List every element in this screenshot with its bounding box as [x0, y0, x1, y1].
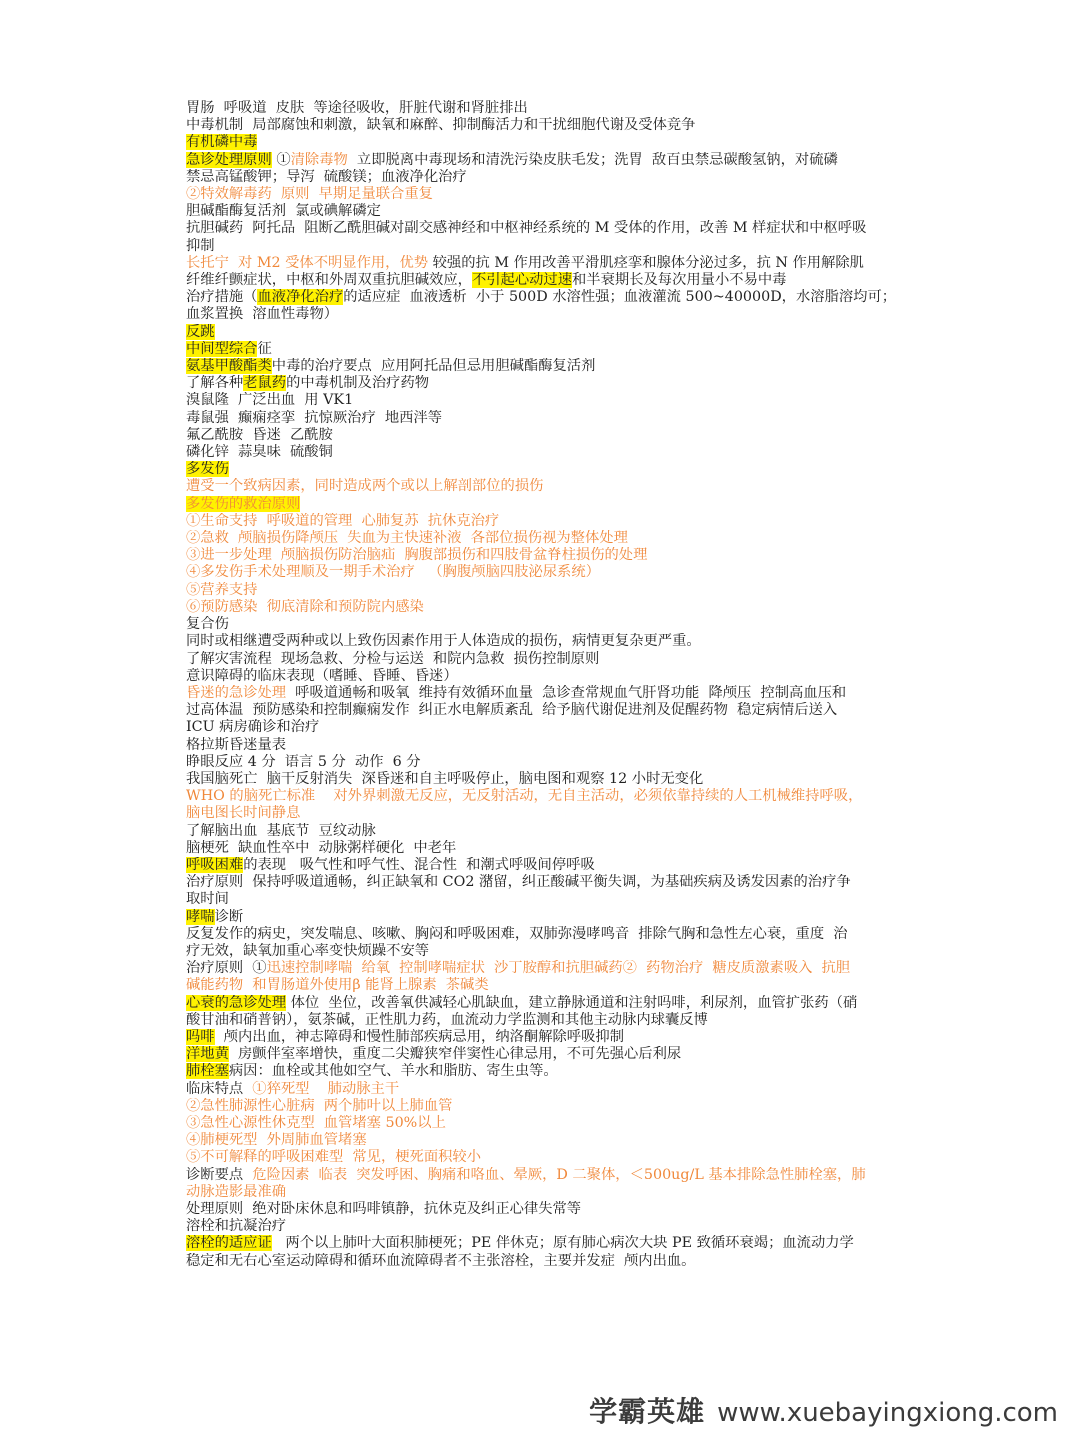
text-line [186, 392, 898, 409]
text-line [186, 977, 898, 994]
text-line [186, 960, 898, 977]
text-line [186, 547, 898, 564]
highlighted-text: 老鼠药 [243, 375, 287, 392]
text-segment: 抑制 [186, 237, 215, 254]
text-line [186, 564, 898, 581]
text-line [186, 719, 898, 736]
text-segment: 中毒的治疗要点 应用阿托品但忌用胆碱酯酶复活剂 [271, 358, 596, 375]
text-segment: 的中毒机制及治疗药物 [286, 375, 430, 392]
text-line [186, 685, 898, 702]
text-line [186, 100, 898, 117]
text-line [186, 306, 898, 323]
text-line [186, 943, 898, 960]
text-segment: 病因：血栓或其他如空气、羊水和脂肪、寄生虫等。 [228, 1063, 558, 1080]
text-line [186, 169, 898, 186]
orange-text: 碱能药物 和胃肠道外使用β 能肾上腺素 茶碱类 [186, 977, 489, 994]
text-line [186, 272, 898, 289]
text-segment: 酸甘油和硝普钠），氨茶碱，正性肌力药，血流动力学监测和其他主动脉内球囊反博 [186, 1011, 708, 1028]
text-line [186, 840, 898, 857]
text-segment: 脑梗死 缺血性卒中 动脉粥样硬化 中老年 [186, 839, 457, 856]
text-line [186, 633, 898, 650]
highlighted-text: 呼吸困难 [186, 856, 244, 873]
text-line [186, 238, 898, 255]
text-segment: 诊断要点 [186, 1166, 253, 1183]
text-segment: 毒鼠强 癫痫痉挛 抗惊厥治疗 地西泮等 [186, 409, 443, 426]
orange-text: 动脉造影最准确 [186, 1183, 287, 1200]
highlighted-text: 多发伤的救治原则 [186, 495, 301, 512]
highlighted-text: 血液净化治疗 [257, 289, 344, 306]
text-line [186, 737, 898, 754]
orange-text: ④多发伤手术处理顺及一期手术治疗 （胸腹颅脑四肢泌尿系统） [186, 564, 600, 581]
text-line [186, 702, 898, 719]
orange-text: 脑电图长时间静息 [186, 805, 301, 822]
text-line [186, 1063, 898, 1080]
text-line [186, 1046, 898, 1063]
text-segment: 了解脑出血 基底节 豆纹动脉 [186, 822, 376, 839]
text-line [186, 1098, 898, 1115]
text-line [186, 891, 898, 908]
text-segment: 临床特点 [186, 1080, 253, 1097]
highlighted-text: 洋地黄 [186, 1046, 229, 1063]
text-segment: 治疗原则 保持呼吸道通畅，纠正缺氧和 CO2 潴留，纠正酸碱平衡失调，为基础疾病及诱发因素的治疗争 [186, 874, 851, 891]
text-line [186, 1081, 898, 1098]
text-segment: 的适应症 血液透析 小于 500D 水溶性强；血液灌流 500~40000D，水溶脂溶均可； [343, 289, 897, 306]
text-line [186, 375, 898, 392]
text-line [186, 1029, 898, 1046]
text-line [186, 616, 898, 633]
text-line [186, 668, 898, 685]
text-segment: 禁忌高锰酸钾；导泻 硫酸镁；血液净化治疗 [186, 168, 467, 185]
text-segment: 颅内出血，神志障碍和慢性肺部疾病忌用，纳洛酮解除呼吸抑制 [214, 1028, 624, 1045]
text-line [186, 478, 898, 495]
highlighted-text: 反跳 [186, 323, 215, 340]
text-line [186, 255, 898, 272]
text-line [186, 220, 898, 237]
text-segment: 胃肠 呼吸道 皮肤 等途径吸收，肝脏代谢和肾脏排出 [186, 100, 528, 116]
text-segment: 溴鼠隆 广泛出血 用 VK1 [186, 392, 354, 409]
text-line [186, 1132, 898, 1149]
text-segment: 溶栓和抗凝治疗 [186, 1218, 287, 1235]
text-line [186, 1218, 898, 1235]
text-line [186, 874, 898, 891]
orange-text: ③急性心源性休克型 血管堵塞 50%以上 [186, 1114, 446, 1131]
orange-text: ⑥预防感染 彻底清除和预防院内感染 [186, 598, 424, 615]
text-line [186, 530, 898, 547]
orange-text: ②急性肺源性心脏病 两个肺叶以上肺血管 [186, 1097, 453, 1114]
highlighted-text: 氨基甲酸酯类 [186, 358, 272, 375]
text-line [186, 909, 898, 926]
orange-text: 迅速控制哮喘 给氧 控制哮喘症状 沙丁胺醇和抗胆碱药② 药物治疗 糖皮质激素吸入 抗胆 [266, 960, 851, 977]
text-line [186, 289, 898, 306]
text-segment: 反复发作的病史，突发喘息、咳嗽、胸闷和呼吸困难，双肺弥漫哮鸣音 排除气胸和急性左心衰，重度 治 [186, 925, 848, 942]
orange-text: ②特效解毒药 原则 早期足量联合重复 [186, 186, 433, 203]
text-segment: 抗胆碱药 阿托品 阻断乙酰胆碱对副交感神经和中枢神经系统的 M 受体的作用，改善 M 样症状和中枢呼吸 [186, 220, 867, 237]
text-segment: 稳定和无右心室运动障碍和循环血流障碍者不主张溶栓，主要并发症 颅内出血。 [186, 1252, 696, 1269]
text-segment: 睁眼反应 4 分 语言 5 分 动作 6 分 [186, 753, 421, 770]
text-segment: 同时或相继遭受两种或以上致伤因素作用于人体造成的损伤，病情更复杂更严重。 [186, 633, 701, 650]
text-line [186, 1167, 898, 1184]
text-segment: 处理原则 绝对卧床休息和吗啡镇静，抗休克及纠正心律失常等 [186, 1201, 582, 1217]
text-segment: 过高体温 预防感染和控制癫痫发作 纠正水电解质紊乱 给予脑代谢促进剂及促醒药物 稳定病情后送入 [186, 702, 838, 719]
text-segment: 两个以上肺叶大面积肺梗死；PE 伴休克；原有肺心病次大块 PE 致循环衰竭；血流动力学 [271, 1235, 854, 1252]
orange-text: 昏迷的急诊处理 [186, 684, 287, 701]
text-line [186, 599, 898, 616]
text-line [186, 995, 898, 1012]
text-segment: 磷化锌 蒜臭味 硫酸铜 [186, 444, 333, 461]
text-line [186, 771, 898, 788]
text-segment: 体位 坐位，改善氧供减轻心肌缺血，建立静脉通道和注射吗啡，利尿剂，血管扩张药（硝 [286, 994, 858, 1011]
footer-brand: 学霸英雄 [589, 1395, 706, 1428]
text-segment: 取时间 [186, 891, 229, 908]
highlighted-text: 心衰的急诊处理 [186, 994, 287, 1011]
text-line [186, 427, 898, 444]
orange-text: ①猝死型 肺动脉主干 [252, 1080, 400, 1097]
orange-text: ⑤不可解释的呼吸困难型 常见，梗死面积较小 [186, 1149, 482, 1166]
text-line [186, 1149, 898, 1166]
text-line [186, 358, 898, 375]
text-line [186, 341, 898, 358]
text-segment: 诊断 [214, 908, 244, 925]
text-line [186, 1012, 898, 1029]
text-line [186, 410, 898, 427]
text-segment: 了解各种 [186, 375, 244, 392]
text-line [186, 496, 898, 513]
text-segment: 房颤伴室率增快，重度二尖瓣狭窄伴窦性心律忌用，不可先强心后利尿 [228, 1046, 682, 1063]
orange-text: ④肺梗死型 外周肺血管堵塞 [186, 1132, 367, 1149]
text-line [186, 117, 898, 134]
text-line [186, 1184, 898, 1201]
text-segment: 的表现 吸气性和呼气性、混合性 和潮式呼吸间停呼吸 [243, 856, 595, 873]
text-segment: 呼吸道通畅和吸氧 维持有效循环血量 急诊查常规血气肝肾功能 降颅压 控制高血压和 [286, 684, 847, 701]
text-segment: ① [271, 151, 291, 168]
text-segment: 血浆置换 溶血性毒物） [186, 306, 339, 323]
text-line [186, 1253, 898, 1270]
text-segment: 和半衰期长及每次用量小不易中毒 [572, 272, 787, 289]
text-line [186, 1115, 898, 1132]
text-segment: 我国脑死亡 脑干反射消失 深昏迷和自主呼吸停止，脑电图和观察 12 小时无变化 [186, 770, 704, 787]
text-line [186, 651, 898, 668]
footer-url: www.xuebayingxiong.com [717, 1398, 1058, 1428]
orange-text: ①生命支持 呼吸道的管理 心肺复苏 抗休克治疗 [186, 512, 500, 529]
text-segment: 立即脱离中毒现场和清洗污染皮肤毛发；洗胃 敌百虫禁忌碳酸氢钠，对硫磷 [347, 151, 838, 168]
text-line [186, 513, 898, 530]
text-segment: 较强的抗 M 作用改善平滑肌痉挛和腺体分泌过多，抗 N 作用解除肌 [428, 254, 864, 271]
text-line [186, 461, 898, 478]
text-line [186, 444, 898, 461]
text-line [186, 788, 898, 805]
text-line [186, 1201, 898, 1218]
text-segment: ICU 病房确诊和治疗 [186, 719, 320, 736]
highlighted-text: 肺栓塞 [186, 1063, 229, 1080]
highlighted-text: 急诊处理原则 [186, 151, 272, 168]
orange-text: WHO 的脑死亡标准 对外界刺激无反应，无反射活动，无自主活动，必须依靠持续的人工机械维持呼吸， [186, 788, 863, 805]
orange-text: 遭受一个致病因素，同时造成两个或以上解剖部位的损伤 [186, 478, 544, 495]
orange-text: ②急救 颅脑损伤降颅压 失血为主快速补液 各部位损伤视为整体处理 [186, 530, 628, 547]
highlighted-text: 溶栓的适应证 [186, 1235, 272, 1252]
text-segment: 了解灾害流程 现场急救、分检与运送 和院内急救 损伤控制原则 [186, 650, 600, 667]
text-segment: 纤维纤颤症状，中枢和外周双重抗胆碱效应， [186, 272, 472, 289]
text-segment: 征 [257, 340, 272, 357]
highlighted-text: 中间型综合 [186, 340, 258, 357]
text-line [186, 324, 898, 341]
orange-text: 清除毒物 [290, 151, 348, 168]
orange-text: 长托宁 对 M2 受体不明显作用，优势 [186, 254, 429, 271]
text-segment: 氟乙酰胺 昏迷 乙酰胺 [186, 426, 333, 443]
text-line [186, 857, 898, 874]
text-line [186, 754, 898, 771]
text-line [186, 134, 898, 151]
text-line [186, 186, 898, 203]
orange-text: ⑤营养支持 [186, 581, 258, 598]
text-segment: 中毒机制 局部腐蚀和刺激，缺氧和麻醉、抑制酶活力和干扰细胞代谢及受体竞争 [186, 117, 696, 134]
highlighted-text: 吗啡 [186, 1028, 215, 1045]
text-segment: 疗无效，缺氧加重心率变快烦躁不安等 [186, 942, 430, 959]
text-segment: 胆碱酯酶复活剂 氯或碘解磷定 [186, 203, 381, 220]
text-line [186, 823, 898, 840]
text-segment: 格拉斯昏迷量表 [186, 736, 287, 753]
text-line [186, 203, 898, 220]
text-segment: 意识障碍的临床表现（嗜睡、昏睡、昏迷） [186, 667, 458, 684]
text-segment: 治疗措施（ [186, 289, 258, 306]
highlighted-text: 多发伤 [186, 461, 229, 478]
highlighted-text: 不引起心动过速 [471, 272, 573, 289]
highlighted-text: 有机磷中毒 [186, 134, 258, 151]
text-line [186, 582, 898, 599]
text-line [186, 805, 898, 822]
text-line [186, 152, 898, 169]
text-segment: 复合伤 [186, 616, 229, 633]
highlighted-text: 哮喘 [186, 908, 215, 925]
text-line [186, 1235, 898, 1252]
document-body [186, 100, 898, 1270]
orange-text: 危险因素 临表 突发呼困、胸痛和咯血、晕厥，D 二聚体，＜500ug/L 基本排除急性肺栓塞，肺 [252, 1166, 866, 1183]
orange-text: ③进一步处理 颅脑损伤防治脑疝 胸腹部损伤和四肢骨盆脊柱损伤的处理 [186, 547, 648, 564]
text-line [186, 926, 898, 943]
watermark-footer [589, 1392, 1058, 1432]
text-segment: 治疗原则 ① [186, 960, 267, 977]
